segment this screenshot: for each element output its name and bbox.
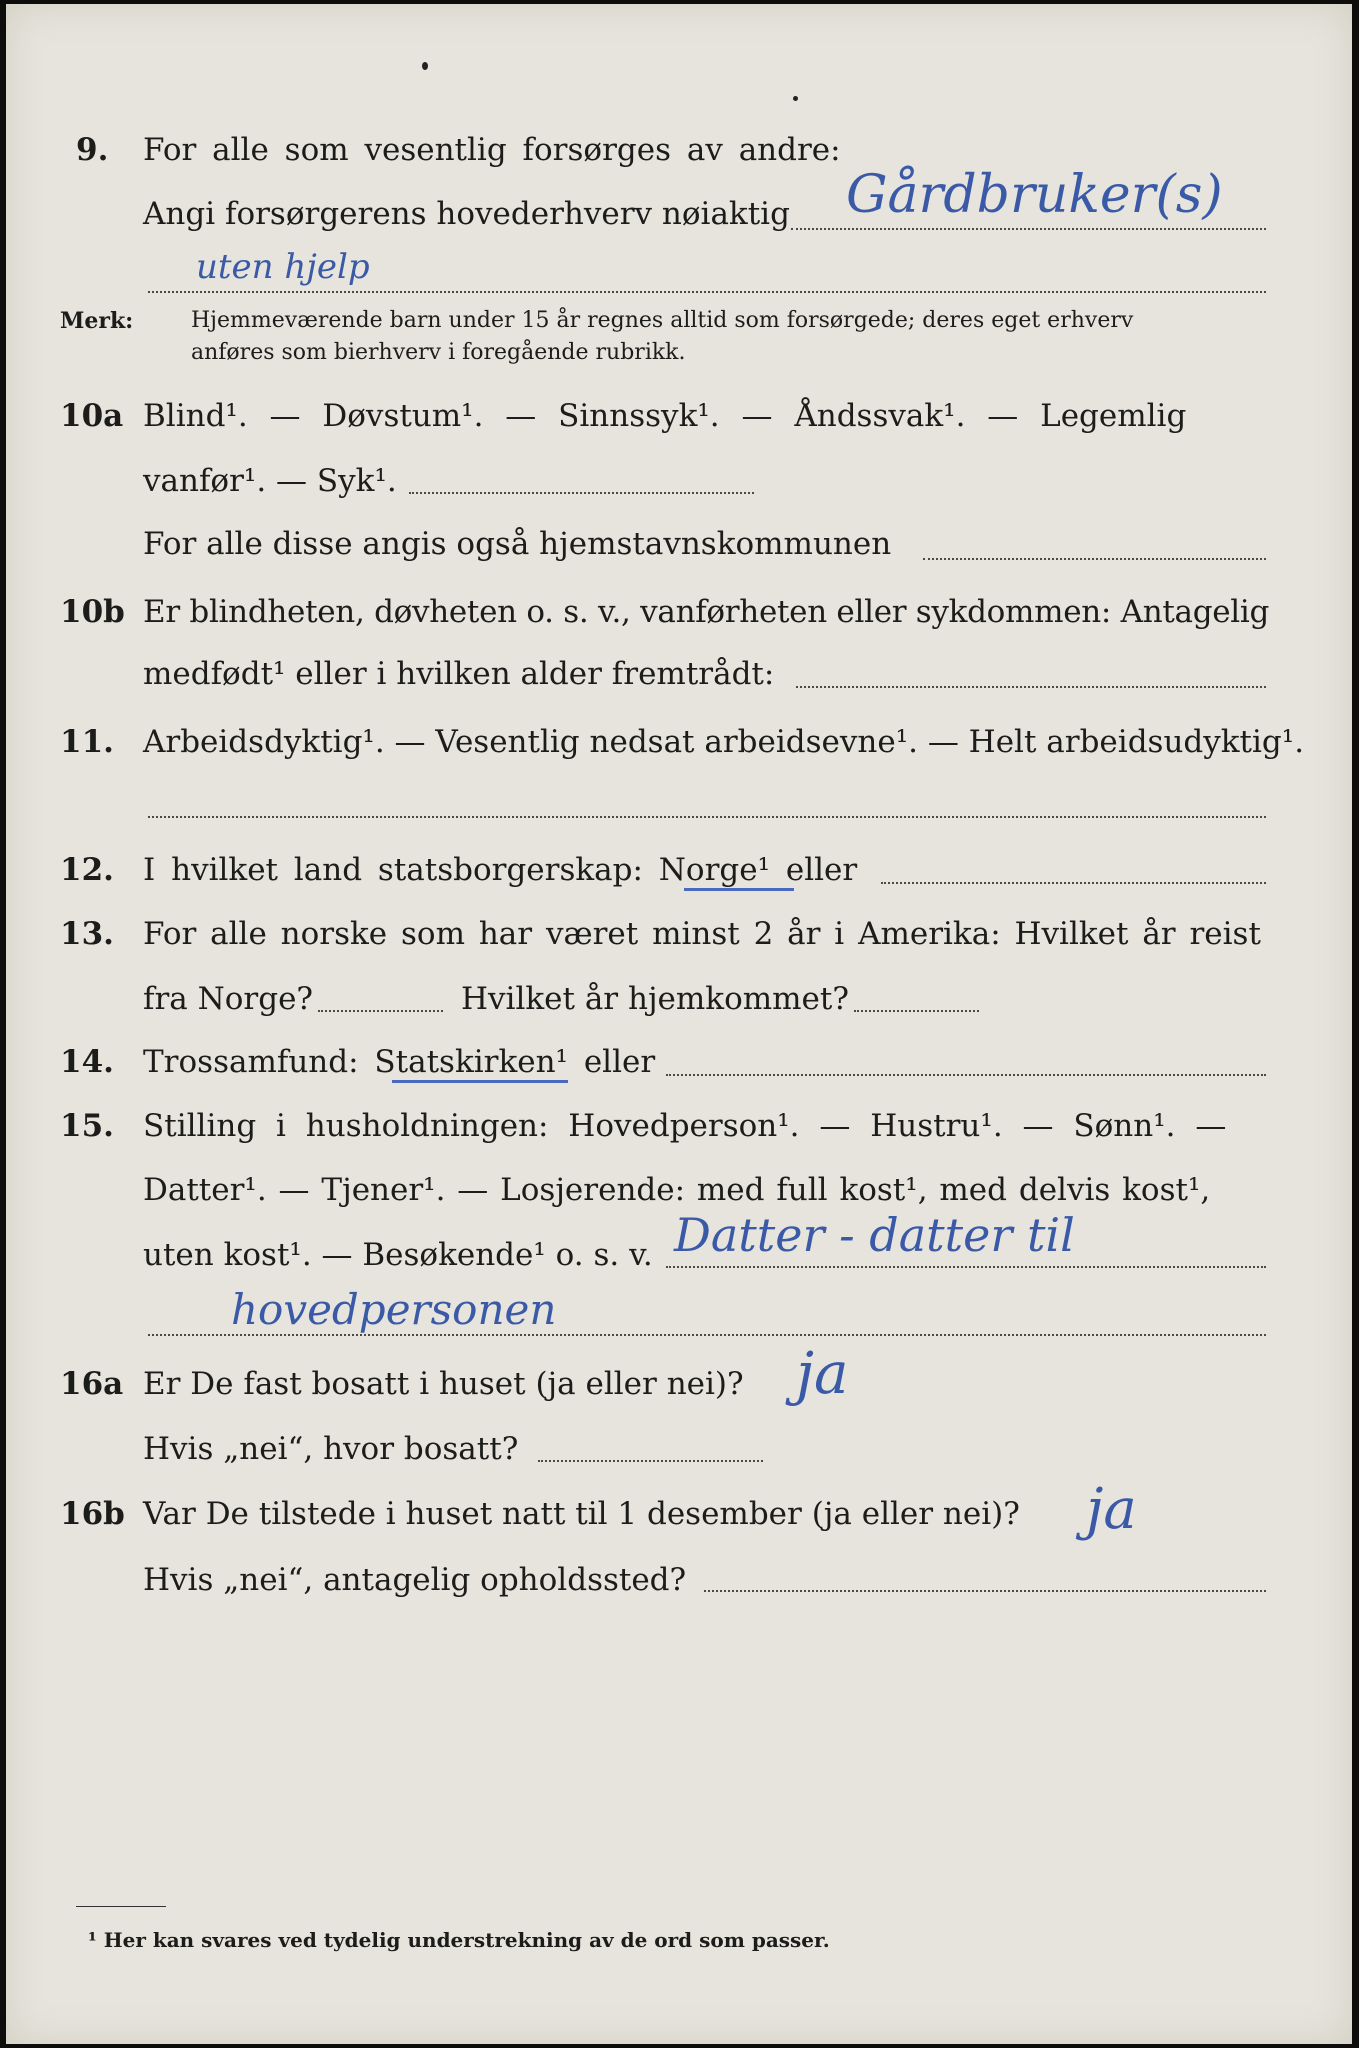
- q9-handwritten-answer1: Gårdbruker(s): [846, 165, 1223, 225]
- q16b-handwritten-answer: ja: [1086, 1477, 1137, 1542]
- q10b-number: 10b: [60, 594, 125, 630]
- q14-text-line1: Trossamfund: Statskirken¹ eller: [143, 1044, 656, 1080]
- q16b-text-line2: Hvis „nei“, antagelig opholdssted?: [143, 1562, 687, 1598]
- q9-number: 9.: [76, 132, 109, 168]
- merk-label: Merk:: [60, 308, 134, 334]
- q10a-text-line3: For alle disse angis også hjemstavnskommunen: [143, 526, 892, 562]
- q16a-text-line2: Hvis „nei“, hvor bosatt?: [143, 1431, 519, 1467]
- q14-answer-line: [666, 1074, 1266, 1076]
- q14-statskirken-underline: [392, 1080, 568, 1083]
- q9-text-line2: Angi forsørgerens hovederhverv nøiaktig: [143, 196, 790, 232]
- merk-text-line2: anføres som bierhverv i foregående rubrikk.: [191, 340, 686, 365]
- q15-text-line2: Datter¹. — Tjener¹. — Losjerende: med full kost¹, med delvis kost¹,: [143, 1172, 1211, 1208]
- q16a-handwritten-answer: ja: [796, 1339, 849, 1407]
- q9-handwritten-answer2: uten hjelp: [196, 247, 370, 287]
- q12-norge-underline: [684, 888, 794, 891]
- q15-text-line3: uten kost¹. — Besøkende¹ o. s. v.: [143, 1237, 653, 1273]
- footnote-text: ¹ Her kan svares ved tydelig understrekning av de ord som passer.: [88, 1928, 830, 1952]
- q16a-number: 16a: [60, 1366, 124, 1402]
- q11-number: 11.: [60, 724, 114, 760]
- merk-text-line1: Hjemmeværende barn under 15 år regnes alltid som forsørgede; deres eget erhverv: [191, 308, 1134, 333]
- q9-answer-line1: [791, 228, 1266, 230]
- footnote-rule: [76, 1906, 166, 1907]
- q13-answer-line1: [318, 1010, 443, 1012]
- q15-handwritten-answer2: hovedpersonen: [231, 1285, 557, 1334]
- ink-speck: [793, 96, 798, 101]
- q10a-answer-line1: [409, 492, 754, 494]
- q15-text-line1: Stilling i husholdningen: Hovedperson¹. — Hustru¹. — Sønn¹. —: [143, 1108, 1227, 1144]
- q16b-text-line1: Var De tilstede i huset natt til 1 desember (ja eller nei)?: [143, 1496, 1020, 1532]
- q13-text-line1: For alle norske som har været minst 2 år i Amerika: Hvilket år reist: [143, 916, 1261, 952]
- q12-answer-line: [881, 882, 1266, 884]
- q10a-answer-line2: [923, 558, 1266, 560]
- q12-text-line1: I hvilket land statsborgerskap: Norge¹ eller: [143, 852, 858, 888]
- q13-text-line2b: Hvilket år hjemkommet?: [461, 981, 849, 1017]
- q16b-number: 16b: [60, 1496, 125, 1532]
- q10b-text-line1: Er blindheten, døvheten o. s. v., vanførheten eller sykdommen: Antagelig: [143, 594, 1270, 630]
- q15-answer-line1: [666, 1266, 1266, 1268]
- q16a-answer-line: [538, 1460, 763, 1462]
- q9-answer-line2: [148, 291, 1266, 293]
- q12-number: 12.: [60, 852, 114, 888]
- q11-text-line1: Arbeidsdyktig¹. — Vesentlig nedsat arbeidsevne¹. — Helt arbeidsudyktig¹.: [143, 724, 1305, 760]
- q13-number: 13.: [60, 916, 114, 952]
- q16b-answer-line: [704, 1590, 1266, 1592]
- q13-answer-line2: [854, 1010, 979, 1012]
- q14-number: 14.: [60, 1044, 114, 1080]
- q9-text-line1: For alle som vesentlig forsørges av andre:: [143, 132, 841, 168]
- q15-number: 15.: [60, 1108, 114, 1144]
- q15-answer-line2: [148, 1334, 1266, 1336]
- ink-speck: [422, 62, 428, 70]
- q11-answer-line: [148, 816, 1266, 818]
- q16a-text-line1: Er De fast bosatt i huset (ja eller nei)?: [143, 1366, 744, 1402]
- q10a-text-line1: Blind¹. — Døvstum¹. — Sinnssyk¹. — Åndssvak¹. — Legemlig: [143, 398, 1187, 434]
- q13-text-line2a: fra Norge?: [143, 981, 314, 1017]
- q10b-answer-line: [796, 686, 1266, 688]
- q15-handwritten-answer1: Datter - datter til: [674, 1208, 1075, 1262]
- q10b-text-line2: medfødt¹ eller i hvilken alder fremtrådt:: [143, 656, 775, 692]
- q10a-text-line2: vanfør¹. — Syk¹.: [143, 463, 397, 499]
- census-form-page: [6, 4, 1352, 2044]
- q10a-number: 10a: [60, 398, 124, 434]
